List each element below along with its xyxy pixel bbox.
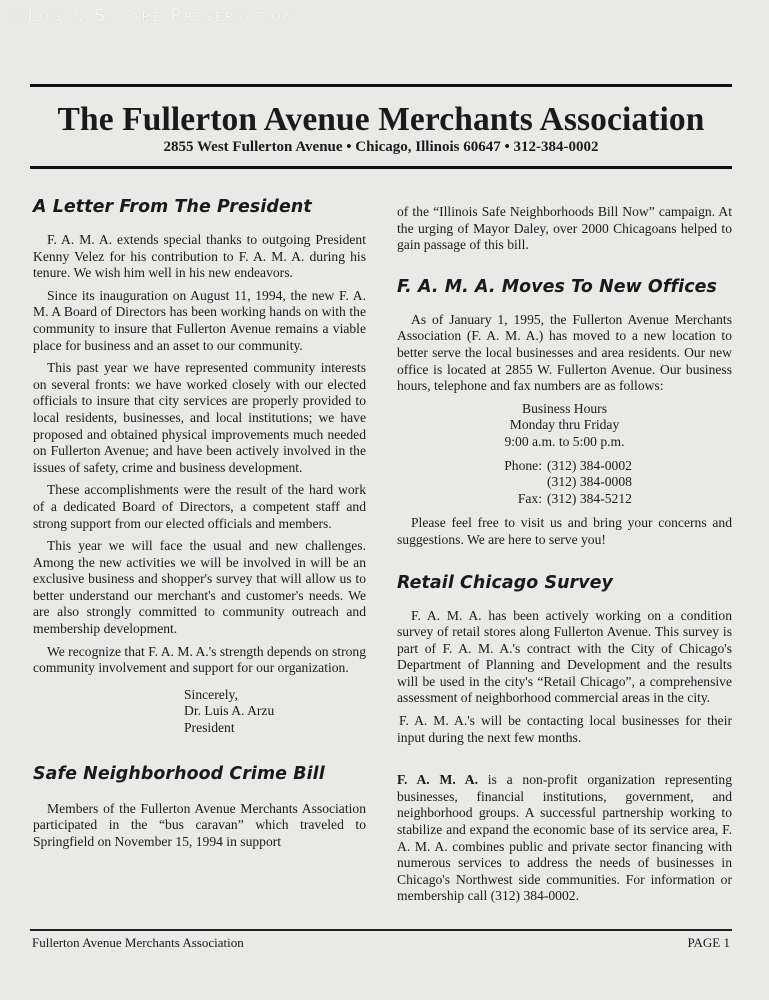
phone-number: (312) 384-0008 [547,474,632,490]
right-column [397,204,732,911]
letter-paragraph: This past year we have represented community interests on several fronts: we have worked closely with our elected officials to insure that city services are properly provided to local residents, businesses, and local institutions; we have proposed and obtained physical improvements much needed on Fullerton Avenue; and have been actively involved in the issues of safety, crime and business development. [33,360,366,475]
fax-number: (312) 384-5212 [547,490,632,506]
letter-paragraph: We recognize that F. A. M. A.'s strength depends on strong community involvement and support for our organization. [33,643,366,676]
about-paragraph [397,772,732,905]
masthead [30,84,732,169]
phone-number: (312) 384-0002 [547,457,632,473]
masthead-title: The Fullerton Avenue Merchants Association [57,101,705,138]
masthead-bottom-rule [30,166,732,169]
letter-signature [184,687,366,737]
letter-heading: A Letter From The President [33,197,312,217]
about-org-name: F. A. M. A. [397,772,478,788]
survey-heading: Retail Chicago Survey [397,572,613,593]
survey-paragraph: F. A. M. A. has been actively working on a condition survey of retail stores along Fullerton Avenue. This survey is part of F. A. M. A.'s contract with the City of Chicago's Department of Planning and Development and the results will be used in the city's “Retail Chicago”, a comprehensive assessment of neighborhood commercial areas in the city. [397,607,732,706]
page-footer [30,929,732,951]
crime-bill-continuation: of the “Illinois Safe Neighborhoods Bill Now” campaign. At the urging of Mayor Daley, over 2000 Chicagoans helped to gain passage of this bill. [397,204,732,253]
page-number: PAGE 1 [687,935,730,950]
left-column [33,196,366,856]
letter-paragraph: This year we will face the usual and new challenges. Among the new activities we will be involved in will be an exclusive business and shopper's survey that will allow us to better understand our merchant's and customer's needs. We are also strongly committed to community outreach and membership development. [33,538,366,637]
hours-title: Business Hours [522,400,607,416]
offices-closing: Please feel free to visit us and bring your concerns and suggestions. We are here to serve you! [397,515,732,547]
phone-row [497,474,732,491]
phone-label: Phone: [504,457,542,473]
letter-paragraph: F. A. M. A. extends special thanks to outgoing President Kenny Velez for his contribution to F. A. M. A. during his tenure. We wish him well in his new endeavors. [33,232,366,281]
masthead-top-rule [30,84,732,87]
copyright-watermark: ©Logan Square Preservation [8,6,296,26]
fax-row [497,491,732,508]
survey-paragraph: F. A. M. A.'s will be contacting local businesses for their input during the next few months. [397,713,732,745]
crime-bill-heading: Safe Neighborhood Crime Bill [33,763,325,784]
footer-org: Fullerton Avenue Merchants Association [32,935,244,950]
fax-label: Fax: [517,490,542,506]
about-text: is a non-profit organization representing businesses, financial institutions, government, and neighborhood groups. A successful partnership working to stabilize and expand the economic base of its service area, F. A. M. A. combines public and private sector financing with numerous services to address the needs of businesses in Chicago's Northwest side communities. For information or membership call (312) 384-0002. [397,772,732,904]
business-hours [397,401,732,451]
letter-paragraph: Since its inauguration on August 11, 1994, the new F. A. M. A Board of Directors has been working hands on with the community to insure that Fullerton Avenue remains a viable place for business and an asset to our community. [33,287,366,353]
phone-row [497,458,732,475]
offices-paragraph: As of January 1, 1995, the Fullerton Avenue Merchants Association (F. A. M. A.) has moved to a new location to better serve the local businesses and area residents. Our new office is located at 2855 W. Fullerton Avenue. Our business hours, telephone and fax numbers are as follows: [397,311,732,394]
letter-closing: Sincerely, [184,686,238,702]
footer-rule [30,929,732,931]
signer-title: President [184,720,235,736]
offices-heading: F. A. M. A. Moves To New Offices [397,276,717,297]
signer-name: Dr. Luis A. Arzu [184,703,275,719]
hours-time: 9:00 a.m. to 5:00 p.m. [504,433,625,449]
hours-days: Monday thru Friday [509,417,620,433]
masthead-address: 2855 West Fullerton Avenue • Chicago, Illinois 60647 • 312-384-0002 [163,139,599,155]
crime-bill-paragraph: Members of the Fullerton Avenue Merchants Association participated in the “bus caravan” which traveled to Springfield on November 15, 1994 in support [33,800,366,849]
letter-paragraph: These accomplishments were the result of the hard work of a dedicated Board of Directors, a competent staff and strong support from our elected officials and members. [33,482,366,531]
contact-numbers [497,458,732,508]
